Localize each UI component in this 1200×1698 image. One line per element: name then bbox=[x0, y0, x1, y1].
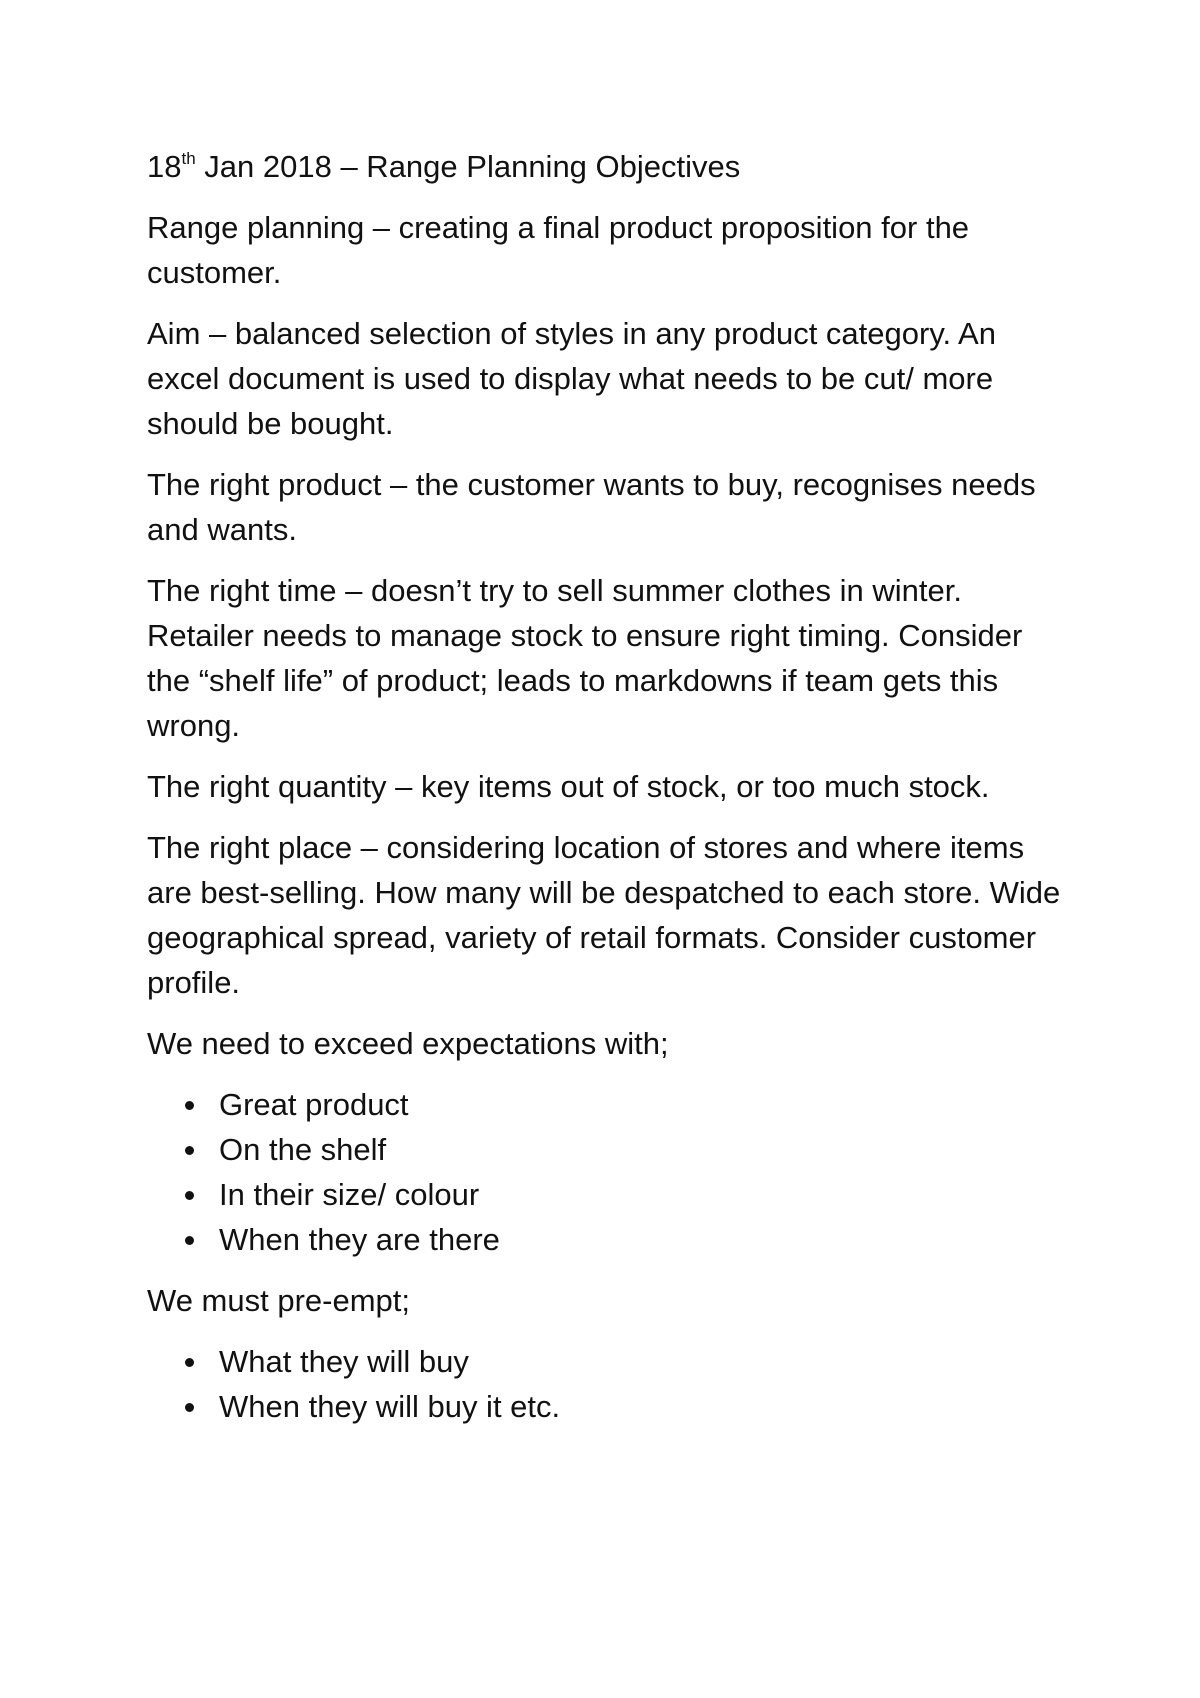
list-item bbox=[219, 1384, 1067, 1429]
list-item-text: In their size/ colour bbox=[219, 1177, 480, 1212]
bullet-icon bbox=[185, 1191, 194, 1200]
paragraph-right-time: The right time – doesn’t try to sell summer clothes in winter. Retailer needs to manage stock to ensure right timing. Consider the “shelf life” of product; leads to markdowns if team gets this wrong. bbox=[147, 573, 1023, 743]
paragraph-right-place: The right place – considering location of stores and where items are best-selling. How many will be despatched to each store. Wide geographical spread, variety of retail formats. Consider customer profile. bbox=[147, 830, 1061, 1000]
bullet-icon bbox=[185, 1146, 194, 1155]
document-page bbox=[147, 144, 1067, 1445]
preempt-list bbox=[147, 1339, 1067, 1429]
paragraph-right-product: The right product – the customer wants to buy, recognises needs and wants. bbox=[147, 467, 1036, 547]
bullet-icon bbox=[185, 1236, 194, 1245]
list-item bbox=[219, 1082, 1067, 1127]
exceed-heading: We need to exceed expectations with; bbox=[147, 1026, 669, 1061]
list-item bbox=[219, 1217, 1067, 1262]
title-day-suffix: th bbox=[181, 148, 196, 168]
page-title bbox=[147, 144, 1067, 189]
list-item bbox=[219, 1339, 1067, 1384]
list-item bbox=[219, 1127, 1067, 1172]
title-day: 18 bbox=[147, 149, 182, 184]
paragraph-right-quantity: The right quantity – key items out of stock, or too much stock. bbox=[147, 769, 990, 804]
list-item-text: When they are there bbox=[219, 1222, 500, 1257]
bullet-icon bbox=[185, 1403, 194, 1412]
bullet-icon bbox=[185, 1358, 194, 1367]
list-item-text: What they will buy bbox=[219, 1344, 469, 1379]
list-item-text: Great product bbox=[219, 1087, 409, 1122]
list-item-text: On the shelf bbox=[219, 1132, 387, 1167]
exceed-list bbox=[147, 1082, 1067, 1262]
title-text: Jan 2018 – Range Planning Objectives bbox=[195, 149, 741, 184]
list-item-text: When they will buy it etc. bbox=[219, 1389, 561, 1424]
list-item bbox=[219, 1172, 1067, 1217]
paragraph-aim: Aim – balanced selection of styles in any product category. An excel document is used to display what needs to be cut/ more should be bought. bbox=[147, 316, 996, 441]
preempt-heading: We must pre-empt; bbox=[147, 1283, 411, 1318]
paragraph-range-planning: Range planning – creating a final product proposition for the customer. bbox=[147, 210, 970, 290]
bullet-icon bbox=[185, 1101, 194, 1110]
